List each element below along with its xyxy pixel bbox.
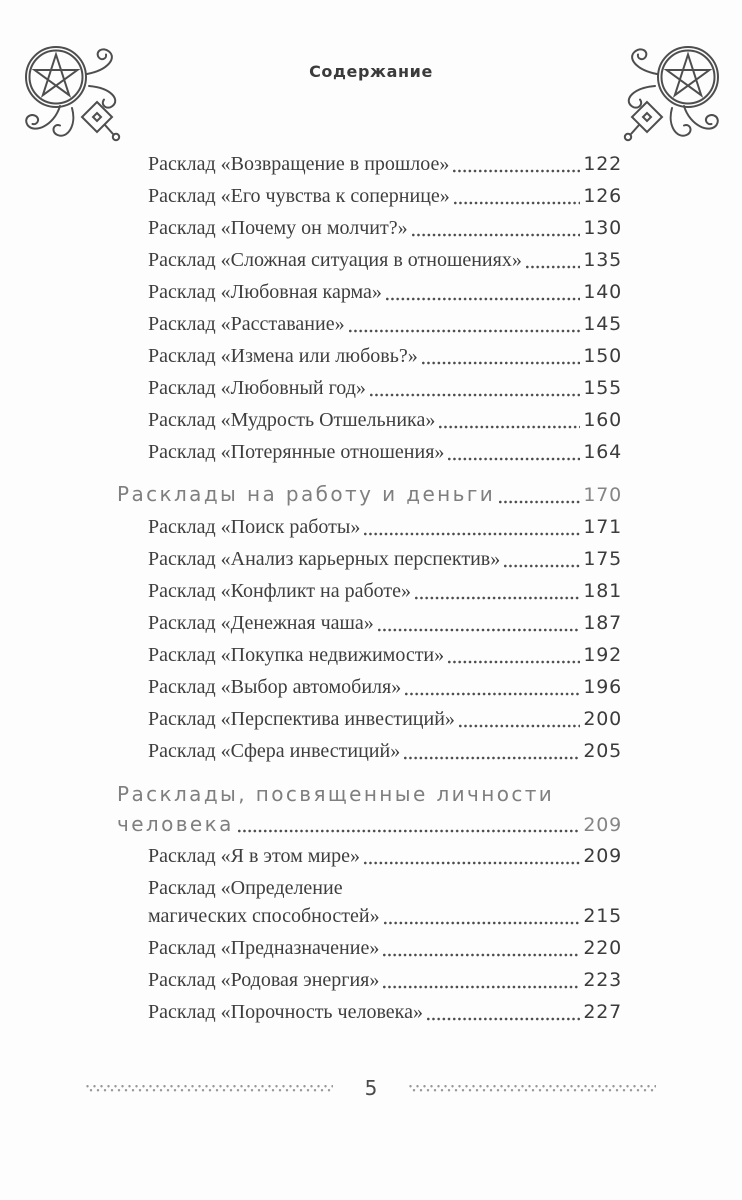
toc-leader-dots bbox=[383, 953, 580, 957]
toc-page-number: 187 bbox=[583, 612, 622, 634]
toc-item-text: Расклад «Возвращение в прошлое» bbox=[148, 153, 450, 175]
toc-page-number: 130 bbox=[583, 217, 622, 239]
toc-item-text: Расклад «Сложная ситуация в отношениях» bbox=[148, 249, 522, 271]
toc-leader-dots bbox=[499, 500, 580, 504]
toc-item-text: Расклад «Покупка недвижимости» bbox=[148, 644, 445, 666]
toc-item-text: Расклад «Порочность человека» bbox=[148, 1001, 423, 1023]
toc-item-text: Расклад «Выбор автомобиля» bbox=[148, 676, 402, 698]
toc-page-number: 215 bbox=[583, 905, 622, 927]
toc-page-number: 122 bbox=[583, 153, 622, 175]
toc-row bbox=[117, 735, 622, 767]
toc-item-text: Расклад «Любовная карма» bbox=[148, 281, 382, 303]
toc-row bbox=[117, 840, 622, 872]
pentagram-flourish-left-icon bbox=[20, 44, 136, 146]
page-title: Содержание bbox=[309, 62, 433, 81]
toc-leader-dots bbox=[370, 393, 580, 397]
toc-row bbox=[117, 703, 622, 735]
toc-page-number: 181 bbox=[583, 580, 622, 602]
toc-row bbox=[117, 244, 622, 276]
toc-page-number: 220 bbox=[583, 937, 622, 959]
toc-item-text: Расклад «Определение bbox=[148, 877, 343, 899]
toc-item-text: Расклад «Конфликт на работе» bbox=[148, 580, 411, 602]
toc-item-text: Расклад «Любовный год» bbox=[148, 377, 366, 399]
footer-page-number: 5 bbox=[364, 1076, 378, 1100]
toc-item-text: человека bbox=[117, 812, 234, 836]
toc-page-number: 135 bbox=[583, 249, 622, 271]
toc-item-text: Расклад «Потерянные отношения» bbox=[148, 441, 445, 463]
toc-item-text: Расклады, посвященные личности bbox=[117, 782, 555, 806]
toc-row bbox=[117, 932, 622, 964]
toc-leader-dots bbox=[427, 1017, 580, 1021]
toc-row bbox=[117, 478, 622, 511]
toc-leader-dots bbox=[412, 233, 581, 237]
toc-row bbox=[117, 511, 622, 543]
toc-leader-dots bbox=[459, 724, 580, 728]
toc-item-text: Расклад «Измена или любовь?» bbox=[148, 345, 418, 367]
toc-page-number: 205 bbox=[583, 740, 622, 762]
footer-dotted-line-left bbox=[86, 1084, 333, 1092]
toc-item-text: магических способностей» bbox=[148, 905, 380, 927]
toc-row bbox=[117, 900, 622, 932]
toc-leader-dots bbox=[526, 265, 581, 269]
toc-row bbox=[117, 372, 622, 404]
toc-leader-dots bbox=[448, 660, 580, 664]
toc-page-number: 209 bbox=[583, 845, 622, 867]
toc-leader-dots bbox=[415, 596, 580, 600]
toc-leader-dots bbox=[439, 425, 580, 429]
toc-leader-dots bbox=[383, 985, 580, 989]
toc-leader-dots bbox=[386, 297, 580, 301]
toc-page-number: 209 bbox=[583, 814, 622, 836]
toc-row bbox=[117, 575, 622, 607]
toc-leader-dots bbox=[504, 564, 580, 568]
toc-item-text: Расклад «Анализ карьерных перспектив» bbox=[148, 548, 501, 570]
toc-row bbox=[117, 607, 622, 639]
toc-leader-dots bbox=[454, 201, 581, 205]
toc-item-text: Расклад «Расставание» bbox=[148, 313, 345, 335]
toc-page-number: 171 bbox=[583, 516, 622, 538]
toc-page-number: 170 bbox=[583, 484, 622, 506]
toc-page-number: 140 bbox=[583, 281, 622, 303]
toc-item-text: Расклад «Почему он молчит?» bbox=[148, 217, 408, 239]
toc-leader-dots bbox=[364, 861, 580, 865]
toc-item-text: Расклад «Его чувства к сопернице» bbox=[148, 185, 450, 207]
pentagram-flourish-right-icon bbox=[608, 44, 724, 146]
toc-item-text: Расклад «Я в этом мире» bbox=[148, 845, 360, 867]
toc-leader-dots bbox=[384, 921, 581, 925]
toc-leader-dots bbox=[364, 532, 580, 536]
toc-page-number: 227 bbox=[583, 1001, 622, 1023]
toc-item-text: Расклад «Поиск работы» bbox=[148, 516, 361, 538]
toc-item-text: Расклад «Предназначение» bbox=[148, 937, 380, 959]
toc-row bbox=[117, 180, 622, 212]
toc-page-number: 223 bbox=[583, 969, 622, 991]
toc-leader-dots bbox=[349, 329, 581, 333]
toc-row bbox=[117, 809, 622, 840]
toc-page-number: 175 bbox=[583, 548, 622, 570]
toc-row bbox=[117, 964, 622, 996]
toc-item-text: Расклад «Денежная чаша» bbox=[148, 612, 374, 634]
toc-leader-dots bbox=[404, 756, 580, 760]
toc-page-number: 155 bbox=[583, 377, 622, 399]
toc-row bbox=[117, 404, 622, 436]
toc-page-number: 196 bbox=[583, 676, 622, 698]
toc-leader-dots bbox=[238, 829, 581, 833]
toc-row bbox=[117, 639, 622, 671]
toc-item-text: Расклад «Сфера инвестиций» bbox=[148, 740, 401, 762]
toc-page-number: 164 bbox=[583, 441, 622, 463]
toc-page-number: 126 bbox=[583, 185, 622, 207]
toc-row bbox=[117, 148, 622, 180]
toc-item-text: Расклад «Мудрость Отшельника» bbox=[148, 409, 436, 431]
toc-row bbox=[117, 996, 622, 1028]
toc-page-number: 160 bbox=[583, 409, 622, 431]
toc-row bbox=[117, 340, 622, 372]
toc-page-number: 145 bbox=[583, 313, 622, 335]
toc-item-text: Расклады на работу и деньги bbox=[117, 482, 496, 506]
toc-page-number: 200 bbox=[583, 708, 622, 730]
toc-row bbox=[117, 308, 622, 340]
toc-page-number: 192 bbox=[583, 644, 622, 666]
toc-row bbox=[117, 779, 622, 809]
toc-leader-dots bbox=[405, 692, 580, 696]
toc-row bbox=[117, 212, 622, 244]
toc-leader-dots bbox=[422, 361, 581, 365]
toc-item-text: Расклад «Перспектива инвестиций» bbox=[148, 708, 455, 730]
toc-page-number: 150 bbox=[583, 345, 622, 367]
toc-leader-dots bbox=[448, 457, 580, 461]
table-of-contents bbox=[117, 148, 622, 1028]
toc-item-text: Расклад «Родовая энергия» bbox=[148, 969, 380, 991]
toc-leader-dots bbox=[378, 628, 581, 632]
toc-row bbox=[117, 543, 622, 575]
toc-row bbox=[117, 436, 622, 468]
page-footer bbox=[86, 1076, 656, 1100]
toc-row bbox=[117, 276, 622, 308]
footer-dotted-line-right bbox=[409, 1084, 656, 1092]
toc-leader-dots bbox=[453, 169, 580, 173]
toc-row bbox=[117, 671, 622, 703]
